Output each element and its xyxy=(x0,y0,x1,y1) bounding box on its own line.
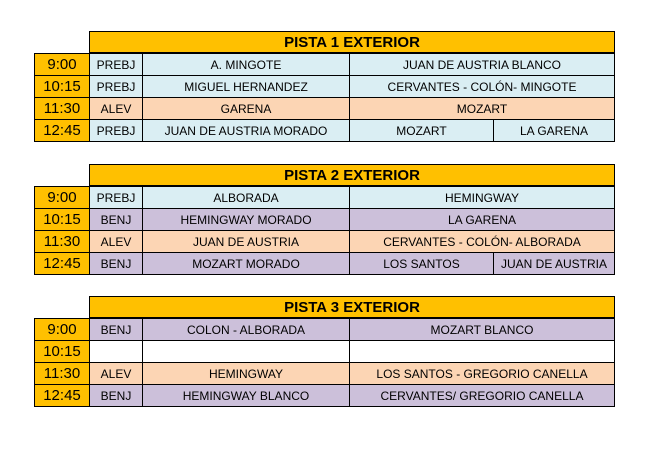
team-cell: MOZART MORADO xyxy=(142,252,350,275)
team-cell: GARENA xyxy=(142,97,350,120)
category-cell: PREBJ xyxy=(89,119,143,142)
team-cell: MOZART xyxy=(349,97,615,120)
team-cell: JUAN DE AUSTRIA xyxy=(493,252,615,275)
category-cell: PREBJ xyxy=(89,186,143,209)
category-cell: PREBJ xyxy=(89,75,143,98)
time-cell: 12:45 xyxy=(34,384,90,407)
pista-3-title: PISTA 3 EXTERIOR xyxy=(89,296,615,318)
time-cell: 11:30 xyxy=(34,230,90,253)
time-cell: 12:45 xyxy=(34,119,90,142)
time-cell: 10:15 xyxy=(34,208,90,231)
team-cell: A. MINGOTE xyxy=(142,53,350,76)
team-cell xyxy=(142,340,350,363)
team-cell: MOZART xyxy=(349,119,494,142)
team-cell: HEMINGWAY xyxy=(349,186,615,209)
team-cell: CERVANTES/ GREGORIO CANELLA xyxy=(349,384,615,407)
category-cell xyxy=(89,340,143,363)
time-cell: 12:45 xyxy=(34,252,90,275)
time-cell: 9:00 xyxy=(34,186,90,209)
time-cell: 9:00 xyxy=(34,53,90,76)
pista-1-title: PISTA 1 EXTERIOR xyxy=(89,31,615,53)
category-cell: ALEV xyxy=(89,97,143,120)
team-cell: COLON - ALBORADA xyxy=(142,318,350,341)
team-cell: HEMINGWAY BLANCO xyxy=(142,384,350,407)
category-cell: ALEV xyxy=(89,362,143,385)
team-cell: CERVANTES - COLÓN- ALBORADA xyxy=(349,230,615,253)
team-cell: LA GARENA xyxy=(349,208,615,231)
time-cell: 11:30 xyxy=(34,97,90,120)
category-cell: PREBJ xyxy=(89,53,143,76)
team-cell: LOS SANTOS xyxy=(349,252,494,275)
team-cell: LOS SANTOS - GREGORIO CANELLA xyxy=(349,362,615,385)
time-cell: 10:15 xyxy=(34,340,90,363)
team-cell: MIGUEL HERNANDEZ xyxy=(142,75,350,98)
team-cell xyxy=(349,340,615,363)
team-cell: LA GARENA xyxy=(493,119,615,142)
category-cell: BENJ xyxy=(89,384,143,407)
category-cell: BENJ xyxy=(89,252,143,275)
time-cell: 9:00 xyxy=(34,318,90,341)
pista-2-title: PISTA 2 EXTERIOR xyxy=(89,164,615,186)
team-cell: JUAN DE AUSTRIA xyxy=(142,230,350,253)
time-cell: 10:15 xyxy=(34,75,90,98)
team-cell: JUAN DE AUSTRIA MORADO xyxy=(142,119,350,142)
category-cell: BENJ xyxy=(89,208,143,231)
team-cell: ALBORADA xyxy=(142,186,350,209)
team-cell: HEMINGWAY xyxy=(142,362,350,385)
team-cell: CERVANTES - COLÓN- MINGOTE xyxy=(349,75,615,98)
team-cell: MOZART BLANCO xyxy=(349,318,615,341)
team-cell: JUAN DE AUSTRIA BLANCO xyxy=(349,53,615,76)
team-cell: HEMINGWAY MORADO xyxy=(142,208,350,231)
category-cell: BENJ xyxy=(89,318,143,341)
category-cell: ALEV xyxy=(89,230,143,253)
time-cell: 11:30 xyxy=(34,362,90,385)
